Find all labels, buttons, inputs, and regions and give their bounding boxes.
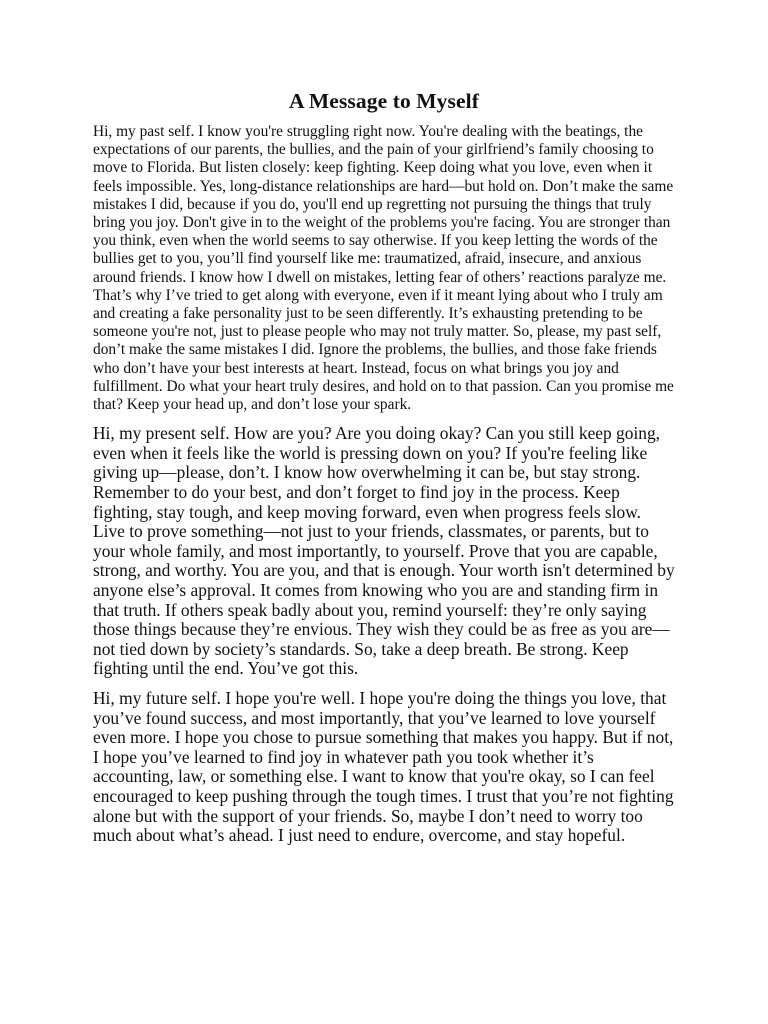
document-title: A Message to Myself xyxy=(289,89,479,113)
document-page xyxy=(93,88,675,856)
paragraph-present-self: Hi, my present self. How are you? Are you doing okay? Can you still keep going, even when it feels like the world is pressing down on you? If you're feeling like giving up—please, don’t. I know how overwhelming it can be, but stay strong. Remember to do your best, and don’t forget to find joy in the process. Keep fighting, stay tough, and keep moving forward, even when progress feels slow. Live to prove something—not just to your friends, classmates, or parents, but to your whole family, and most importantly, to yourself. Prove that you are capable, strong, and worthy. You are you, and that is enough. Your worth isn't determined by anyone else’s approval. It comes from knowing who you are and standing firm in that truth. If others speak badly about you, remind yourself: they’re only saying those things because they’re envious. They wish they could be as free as you are—not tied down by society’s standards. So, take a deep breath. Be strong. Keep fighting until the end. You’ve got this. xyxy=(93,423,675,679)
paragraph-past-self: Hi, my past self. I know you're struggling right now. You're dealing with the beatings, the expectations of our parents, the bullies, and the pain of your girlfriend’s family choosing to move to Florida. But listen closely: keep fighting. Keep doing what you love, even when it feels impossible. Yes, long-distance relationships are hard—but hold on. Don’t make the same mistakes I did, because if you do, you'll end up regretting not pursuing the things that truly bring you joy. Don't give in to the weight of the problems you're facing. You are stronger than you think, even when the world seems to say otherwise. If you keep letting the words of the bullies get to you, you’ll find yourself like me: traumatized, afraid, insecure, and anxious around friends. I know how I dwell on mistakes, letting fear of others’ reactions paralyze me. That’s why I’ve tried to get along with everyone, even if it meant lying about who I truly am and creating a fake personality just to be seen differently. It’s exhausting pretending to be someone you're not, just to please people who may not truly matter. So, please, my past self, don’t make the same mistakes I did. Ignore the problems, the bullies, and those fake friends who don’t have your best interests at heart. Instead, focus on what brings you joy and fulfillment. Do what your heart truly desires, and hold on to that passion. Can you promise me that? Keep your head up, and don’t lose your spark. xyxy=(93,123,674,414)
paragraph-future-self: Hi, my future self. I hope you're well. I hope you're doing the things you love, that you’ve found success, and most importantly, that you’ve learned to love yourself even more. I hope you chose to pursue something that makes you happy. But if not, I hope you’ve learned to find joy in whatever path you took whether it’s accounting, law, or something else. I want to know that you're okay, so I can feel encouraged to keep pushing through the tough times. I trust that you’re not fighting alone but with the support of your friends. So, maybe I don’t need to worry too much about what’s ahead. I just need to endure, overcome, and stay hopeful. xyxy=(93,687,674,846)
